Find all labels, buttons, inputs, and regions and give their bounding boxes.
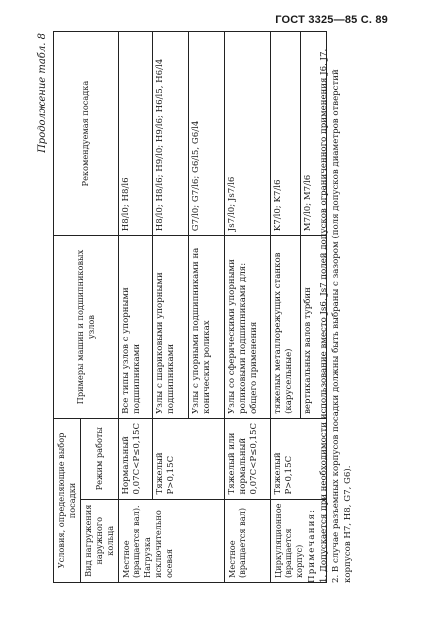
notes-title: Примечания: xyxy=(307,508,317,583)
fit-cell: M7/l0; M7/l6 xyxy=(300,32,326,236)
table-row xyxy=(224,32,270,583)
mode-cell: Тяжелый или нормальный 0,07C<P≤0,15C xyxy=(224,418,270,499)
example-cell: вертикальных валов турбин xyxy=(300,236,326,419)
fits-table xyxy=(53,31,327,583)
load-cell: Местное (вращается вал) xyxy=(224,499,270,582)
header-conditions: Условия, определяющие выбор посадки xyxy=(54,418,81,582)
header-load-type: Вид нагружения наружного кольца xyxy=(80,499,118,582)
mode-cell: Тяжелый P>0,15C xyxy=(270,418,326,499)
table-continuation-label: Продолжение табл. 8 xyxy=(37,33,48,153)
note-1: 1. Допускается при необходимости использование вместо Js6, Js7 полей допусков ограниченного применения J6, J7. xyxy=(318,48,329,583)
fit-cell: G7/l0; G7/l6; G6/l5, G6/l4 xyxy=(188,32,224,236)
example-cell: Узлы с упорными подшипниками на конических роликах xyxy=(188,236,224,419)
header-mode: Режим работы xyxy=(80,418,118,499)
fit-cell: Js7/l0; Js7/l6 xyxy=(224,32,270,236)
header-recommended: Рекомендуемая посадка xyxy=(54,32,119,236)
example-cell: Узлы с шариковыми упорными подшипниками xyxy=(152,236,188,419)
example-cell: тяжелых металлорежущих станков (карусельные) xyxy=(270,236,300,419)
load-cell: Циркуляционное (вращается корпус) xyxy=(270,499,326,582)
fit-cell: H8/l0; H8/l6; H9/l0; H9/l6; H6/l5, H6/l4 xyxy=(152,32,188,236)
header-examples: Примеры машин и подшипниковых узлов xyxy=(54,236,119,419)
mode-cell: Тяжелый P>0,15C xyxy=(152,418,224,499)
table-row xyxy=(118,32,152,583)
rotated-table-page xyxy=(37,31,387,583)
example-cell: Все типы узлов с упорными подшипниками xyxy=(118,236,152,419)
example-cell: Узлы со сферическими упорными роликовыми подшипниками для: общего применения xyxy=(224,236,270,419)
mode-cell: Нормальный 0,07C<P≤0,15C xyxy=(118,418,152,499)
note-2: 2. В случае разъемных корпусов посадки должны быть выбраны с зазором (поля допусков диаметров отверстий корпусов H7, H8, G7, G6). xyxy=(330,69,353,583)
page-header: ГОСТ 3325—85 С. 89 xyxy=(275,14,388,26)
fit-cell: H8/l0; H8/l6 xyxy=(118,32,152,236)
fit-cell: K7/l0; K7/l6 xyxy=(270,32,300,236)
table-notes xyxy=(307,31,354,583)
load-cell: Местное (вращается вал). Нагрузка исключительно осевая xyxy=(118,499,224,582)
table-row xyxy=(270,32,300,583)
